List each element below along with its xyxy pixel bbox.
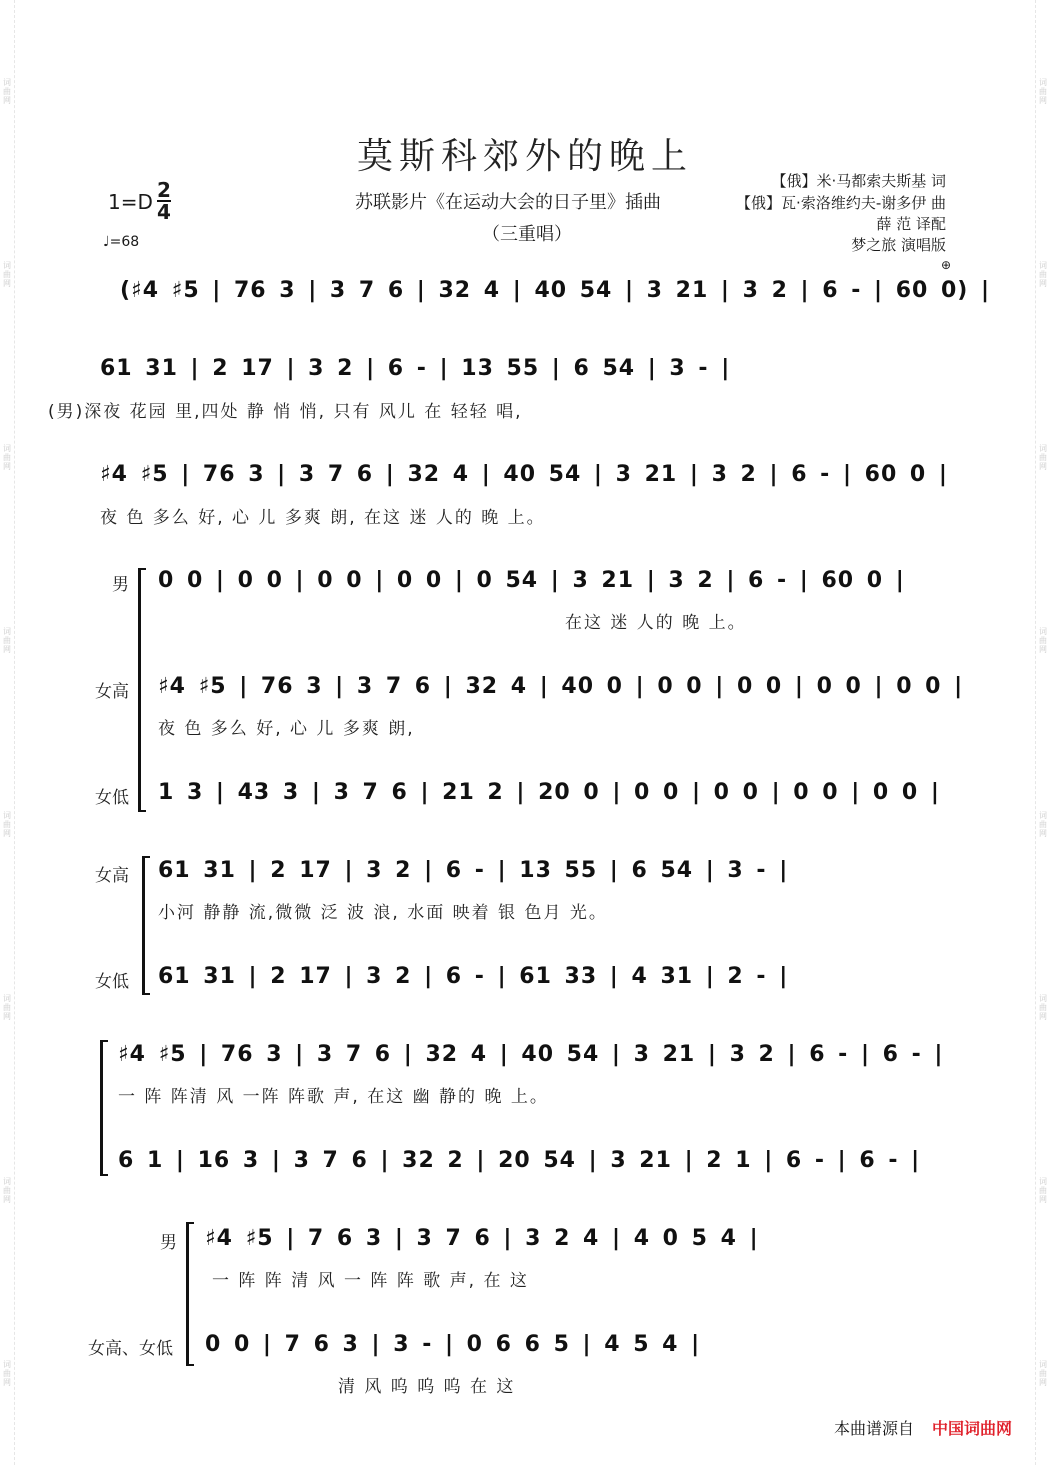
right-watermark-strip <box>1035 0 1050 1465</box>
trio4-women-notes: 0 0 | 7 6 3 | 3 - | 0 6 6 5 | 4 5 4 | <box>205 1332 701 1357</box>
verse1-lyrics: (男)深夜 花园 里,四处 静 悄 悄, 只有 风儿 在 轻轻 唱, <box>48 402 523 422</box>
watermark-text: 词曲网 <box>1039 627 1047 655</box>
watermark-text: 词曲网 <box>1039 78 1047 106</box>
song-title: 莫斯科郊外的晚上 <box>356 136 693 177</box>
verse1b-lyrics: 夜 色 多么 好, 心 儿 多爽 朗, 在这 迷 人的 晚 上。 <box>100 508 546 528</box>
watermark-text: 词曲网 <box>3 78 11 106</box>
verse1-notes: 61 31 | 2 17 | 3 2 | 6 - | 13 55 | 6 54 | 3 - | <box>100 356 731 381</box>
time-signature <box>157 180 171 222</box>
system-bracket <box>138 568 146 812</box>
duet3-upper-lyrics: 一 阵 阵清 风 一阵 阵歌 声, 在这 幽 静的 晚 上。 <box>118 1087 549 1107</box>
trio1-soprano-notes: ♯4 ♯5 | 76 3 | 3 7 6 | 32 4 | 40 0 | 0 0 | 0 0 | 0 0 | 0 0 | <box>158 674 964 699</box>
source-label: 本曲谱源自 <box>833 1419 914 1438</box>
duet3-lower-notes: 6 1 | 16 3 | 3 7 6 | 32 2 | 20 54 | 3 21 | 2 1 | 6 - | 6 - | <box>118 1148 921 1173</box>
watermark-text: 词曲网 <box>3 261 11 289</box>
watermark-text: 词曲网 <box>1039 1359 1047 1387</box>
watermark-text: 词曲网 <box>3 1359 11 1387</box>
duet2-soprano-lyrics: 小河 静静 流,微微 泛 波 浪, 水面 映着 银 色月 光。 <box>158 903 608 923</box>
part-label-women: 女高、女低 <box>88 1339 173 1359</box>
watermark-text: 词曲网 <box>1039 444 1047 472</box>
duet2-soprano-notes: 61 31 | 2 17 | 3 2 | 6 - | 13 55 | 6 54 | 3 - | <box>158 858 789 883</box>
watermark-text: 词曲网 <box>1039 993 1047 1021</box>
part-label-soprano: 女高 <box>95 866 129 886</box>
duet2-alto-notes: 61 31 | 2 17 | 3 2 | 6 - | 61 33 | 4 31 | 2 - | <box>158 964 789 989</box>
tempo-marking: ♩=68 <box>103 234 140 250</box>
watermark-text: 词曲网 <box>3 627 11 655</box>
part-label-soprano: 女高 <box>95 682 129 702</box>
watermark-text: 词曲网 <box>3 444 11 472</box>
system-bracket <box>142 856 150 995</box>
trio4-men-notes: ♯4 ♯5 | 7 6 3 | 3 7 6 | 3 2 4 | 4 0 5 4 | <box>205 1226 759 1251</box>
part-label-men: 男 <box>112 575 129 595</box>
part-label-alto: 女低 <box>95 972 129 992</box>
version-credit: 梦之旅 演唱版 <box>851 236 946 254</box>
key-signature: 1=D <box>108 190 153 214</box>
watermark-text: 词曲网 <box>3 993 11 1021</box>
time-signature-bottom: 4 <box>157 200 171 224</box>
watermark-text: 词曲网 <box>3 1176 11 1204</box>
watermark-text: 词曲网 <box>1039 810 1047 838</box>
part-label-alto: 女低 <box>95 788 129 808</box>
trio1-men-notes: 0 0 | 0 0 | 0 0 | 0 0 | 0 54 | 3 21 | 3 2 | 6 - | 60 0 | <box>158 568 905 593</box>
watermark-text: 词曲网 <box>1039 1176 1047 1204</box>
duet3-upper-notes: ♯4 ♯5 | 76 3 | 3 7 6 | 32 4 | 40 54 | 3 21 | 3 2 | 6 - | 6 - | <box>118 1042 944 1067</box>
intro-notes: (♯4 ♯5 | 76 3 | 3 7 6 | 32 4 | 40 54 | 3 21 | 3 2 | 6 - | 60 0) | <box>120 278 991 303</box>
left-watermark-strip <box>0 0 15 1465</box>
watermark-text: 词曲网 <box>1039 261 1047 289</box>
system-bracket <box>100 1040 108 1176</box>
arrangement-label: （三重唱） <box>482 224 572 245</box>
source-footer <box>834 1416 1012 1439</box>
part-label-men: 男 <box>160 1233 177 1253</box>
trio1-alto-notes: 1 3 | 43 3 | 3 7 6 | 21 2 | 20 0 | 0 0 | 0 0 | 0 0 | 0 0 | <box>158 780 940 805</box>
trio1-men-lyrics: 在这 迷 人的 晚 上。 <box>565 613 747 633</box>
composer-credit: 【俄】瓦·索洛维约夫-谢多伊 曲 <box>736 194 946 212</box>
trio4-men-lyrics: 一 阵 阵 清 风 一 阵 阵 歌 声, 在 这 <box>212 1271 529 1291</box>
watermark-text: 词曲网 <box>3 810 11 838</box>
time-signature-top: 2 <box>157 178 171 202</box>
source-site-link[interactable]: 中国词曲网 <box>931 1419 1012 1438</box>
verse1b-notes: ♯4 ♯5 | 76 3 | 3 7 6 | 32 4 | 40 54 | 3 21 | 3 2 | 6 - | 60 0 | <box>100 462 948 487</box>
trio1-soprano-lyrics: 夜 色 多么 好, 心 儿 多爽 朗, <box>158 719 415 739</box>
trio4-women-lyrics: 清 风 呜 呜 呜 在 这 <box>338 1377 516 1397</box>
translator-credit: 薛 范 译配 <box>876 215 946 233</box>
lyricist-credit: 【俄】米·马都索夫斯基 词 <box>771 172 946 190</box>
system-bracket <box>186 1222 194 1366</box>
song-subtitle: 苏联影片《在运动大会的日子里》插曲 <box>355 192 661 213</box>
coda-icon: ⊕ <box>941 258 952 272</box>
